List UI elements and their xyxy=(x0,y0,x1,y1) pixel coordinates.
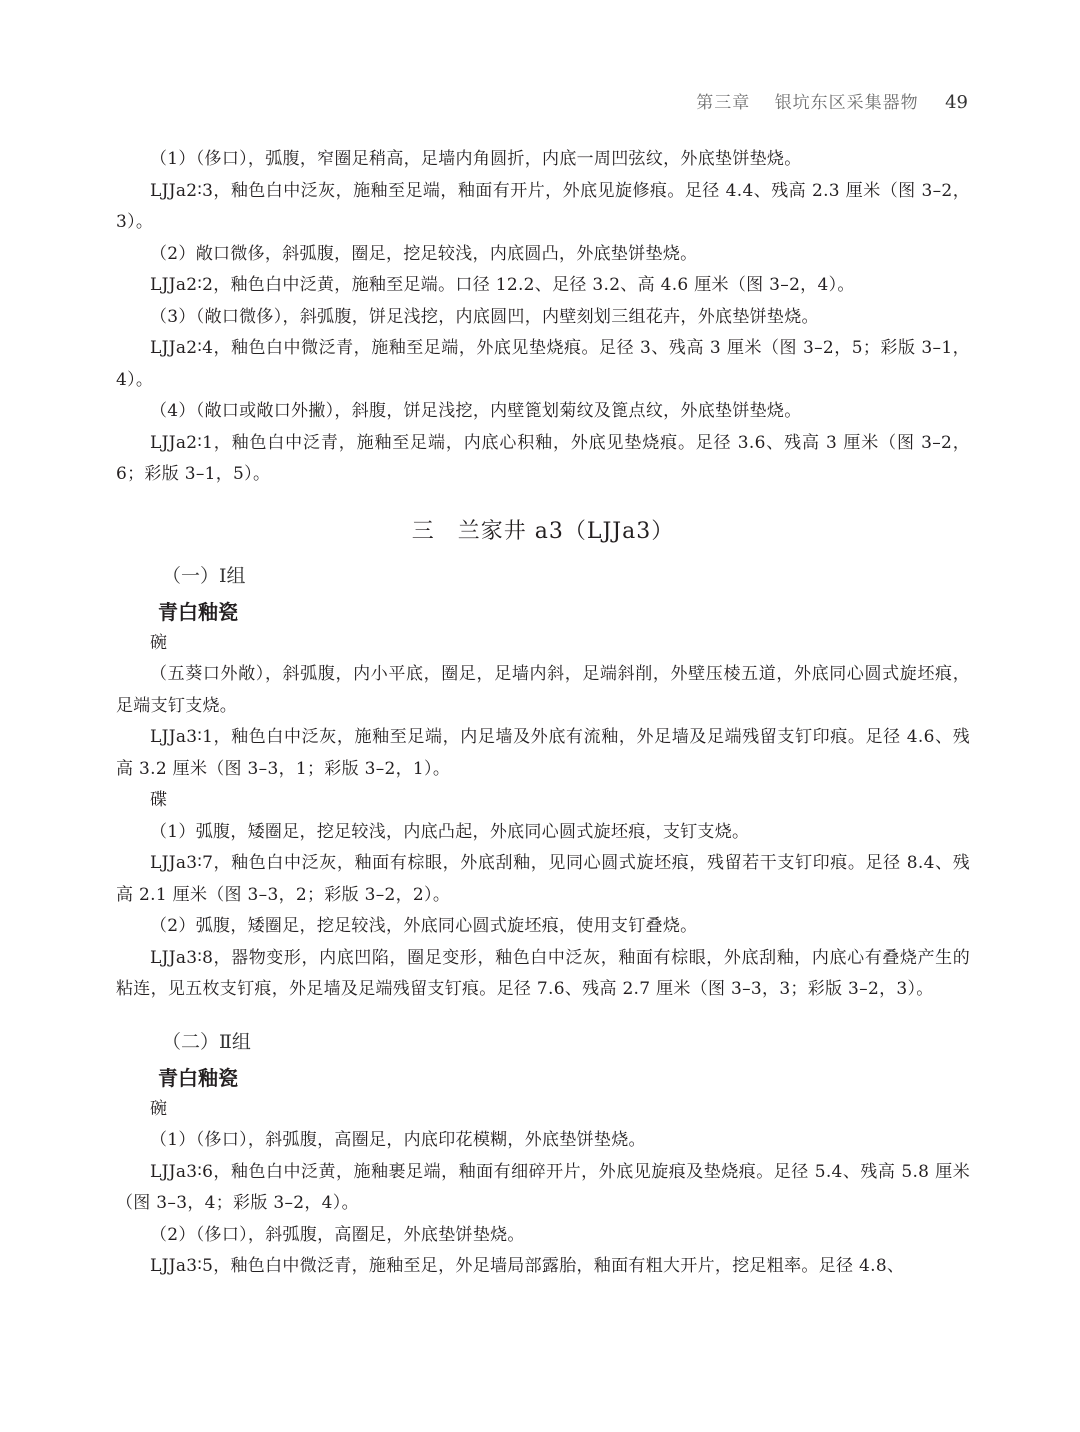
paragraph: LJJa3∶1，釉色白中泛灰，施釉至足端，内足墙及外底有流釉，外足墙及足端残留支钉印痕。足径 4.6、残高 3.2 厘米（图 3–3，1；彩版 3–2，1）。 xyxy=(116,727,970,779)
paragraph: LJJa3∶7，釉色白中泛灰，釉面有棕眼，外底刮釉，见同心圆式旋坯痕，残留若干支钉印痕。足径 8.4、残高 2.1 厘米（图 3–3，2；彩版 3–2，2）。 xyxy=(116,853,970,905)
paragraph: LJJa2∶1，釉色白中泛青，施釉至足端，内底心积釉，外底见垫烧痕。足径 3.6、残高 3 厘米（图 3–2，6；彩版 3–1，5）。 xyxy=(116,432,970,484)
category-heading: 青白釉瓷 xyxy=(158,599,238,624)
paragraph: LJJa3∶8，器物变形，内底凹陷，圈足变形，釉色白中泛灰，釉面有棕眼，外底刮釉，内底心有叠烧产生的粘连，见五枚支钉痕，外足墙及足端残留支钉痕。足径 7.6、残高 2.7 厘米（图 3–3，3；彩版 3–2，3）。 xyxy=(116,947,970,999)
paragraph: LJJa2∶2，釉色白中泛黄，施釉至足端。口径 12.2、足径 3.2、高 4.6 厘米（图 3–2，4）。 xyxy=(150,275,855,295)
paragraph: （1）（侈口），斜弧腹，高圈足，内底印花模糊，外底垫饼垫烧。 xyxy=(150,1130,646,1150)
paragraph: （4）（敞口或敞口外撇），斜腹，饼足浅挖，内壁篦划菊纹及篦点纹，外底垫饼垫烧。 xyxy=(150,401,802,421)
item-label: 碗 xyxy=(150,632,168,653)
header-chapter: 第三章 xyxy=(696,93,751,113)
paragraph: （2）弧腹，矮圈足，挖足较浅，外底同心圆式旋坯痕，使用支钉叠烧。 xyxy=(150,916,698,936)
paragraph: LJJa3∶6，釉色白中泛黄，施釉裹足端，釉面有细碎开片，外底见旋痕及垫烧痕。足径 5.4、残高 5.8 厘米（图 3–3，4；彩版 3–2，4）。 xyxy=(116,1161,971,1213)
item-label: 碗 xyxy=(150,1098,168,1119)
category-heading: 青白釉瓷 xyxy=(158,1065,238,1090)
page-number: 49 xyxy=(945,92,968,113)
running-header xyxy=(696,88,968,113)
header-title: 银坑东区采集器物 xyxy=(774,93,919,113)
group-heading: （一）Ⅰ组 xyxy=(162,564,246,587)
paragraph: LJJa2∶4，釉色白中微泛青，施釉至足端，外底见垫烧痕。足径 3、残高 3 厘米（图 3–2，5；彩版 3–1，4）。 xyxy=(116,338,970,390)
paragraph: LJJa2∶3，釉色白中泛灰，施釉至足端，釉面有开片，外底见旋修痕。足径 4.4、残高 2.3 厘米（图 3–2，3）。 xyxy=(116,180,970,232)
paragraph: （2）敞口微侈，斜弧腹，圈足，挖足较浅，内底圆凸，外底垫饼垫烧。 xyxy=(150,243,698,264)
paragraph: （1）（侈口），弧腹，窄圈足稍高，足墙内角圆折，内底一周凹弦纹，外底垫饼垫烧。 xyxy=(150,149,802,169)
page-body xyxy=(116,144,970,1283)
paragraph: （五葵口外敞），斜弧腹，内小平底，圈足，足墙内斜，足端斜削，外壁压棱五道，外底同心圆式旋坯痕，足端支钉支烧。 xyxy=(116,664,970,716)
item-label: 碟 xyxy=(150,790,168,810)
paragraph: （2）（侈口），斜弧腹，高圈足，外底垫饼垫烧。 xyxy=(150,1224,525,1245)
paragraph: （3）（敞口微侈），斜弧腹，饼足浅挖，内底圆凹，内壁刻划三组花卉，外底垫饼垫烧。 xyxy=(150,306,819,327)
paragraph: LJJa3∶5，釉色白中微泛青，施釉至足，外足墙局部露胎，釉面有粗大开片，挖足粗率。足径 4.8、 xyxy=(150,1256,905,1276)
group-heading: （二）Ⅱ组 xyxy=(162,1030,251,1053)
paragraph: （1）弧腹，矮圈足，挖足较浅，内底凸起，外底同心圆式旋坯痕，支钉支烧。 xyxy=(150,821,750,842)
section-title: 三 兰家井 a3（LJJa3） xyxy=(411,518,675,544)
